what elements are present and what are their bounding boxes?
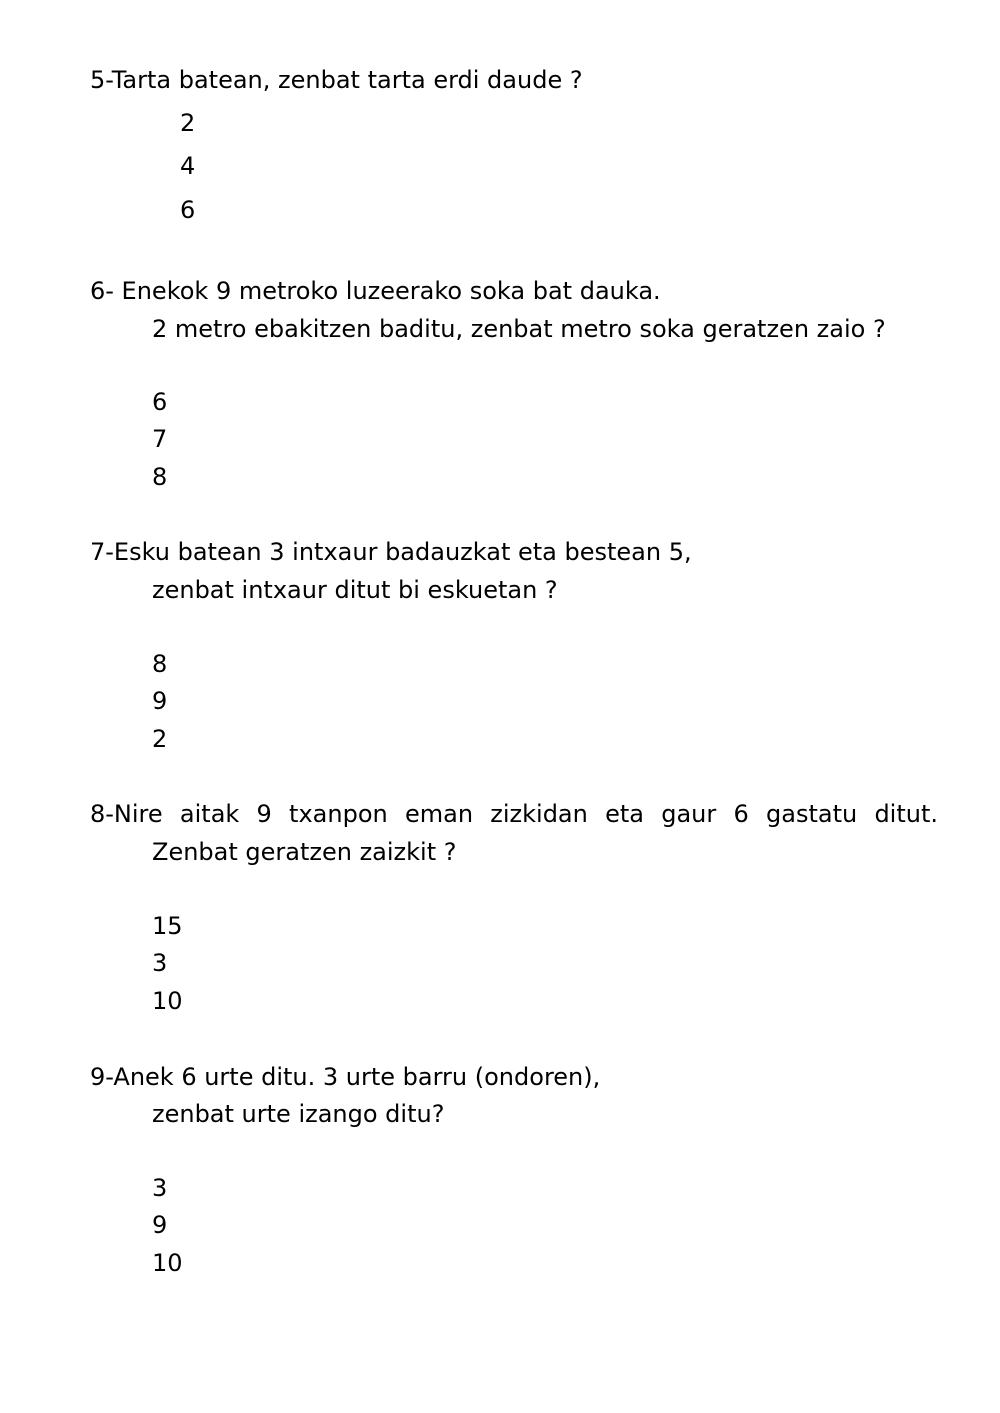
question-text: 8-Nire aitak 9 txanpon eman zizkidan eta gaur 6 gastatu ditut. xyxy=(90,800,938,828)
answer-option[interactable]: 10 xyxy=(152,987,183,1015)
answer-option[interactable]: 3 xyxy=(152,949,168,977)
answer-option[interactable]: 10 xyxy=(152,1249,183,1277)
answer-option[interactable]: 15 xyxy=(152,912,183,940)
answer-option[interactable]: 4 xyxy=(180,152,196,180)
answer-option[interactable]: 7 xyxy=(152,425,168,453)
question-text-continued: zenbat intxaur ditut bi eskuetan ? xyxy=(152,576,558,604)
answer-option[interactable]: 6 xyxy=(152,388,168,416)
answer-option[interactable]: 3 xyxy=(152,1174,168,1202)
answer-option[interactable]: 9 xyxy=(152,1211,168,1239)
answer-option[interactable]: 2 xyxy=(152,725,168,753)
question-text: 6- Enekok 9 metroko luzeerako soka bat dauka. xyxy=(90,277,661,305)
question-text: 5-Tarta batean, zenbat tarta erdi daude ? xyxy=(90,66,583,94)
question-text: 9-Anek 6 urte ditu. 3 urte barru (ondoren), xyxy=(90,1063,601,1091)
answer-option[interactable]: 6 xyxy=(180,196,196,224)
answer-option[interactable]: 9 xyxy=(152,687,168,715)
answer-option[interactable]: 8 xyxy=(152,463,168,491)
answer-option[interactable]: 2 xyxy=(180,109,196,137)
question-text-continued: Zenbat geratzen zaizkit ? xyxy=(152,838,457,866)
question-text-continued: 2 metro ebakitzen baditu, zenbat metro soka geratzen zaio ? xyxy=(152,315,886,343)
question-text: 7-Esku batean 3 intxaur badauzkat eta bestean 5, xyxy=(90,538,692,566)
question-text-continued: zenbat urte izango ditu? xyxy=(152,1100,445,1128)
answer-option[interactable]: 8 xyxy=(152,650,168,678)
